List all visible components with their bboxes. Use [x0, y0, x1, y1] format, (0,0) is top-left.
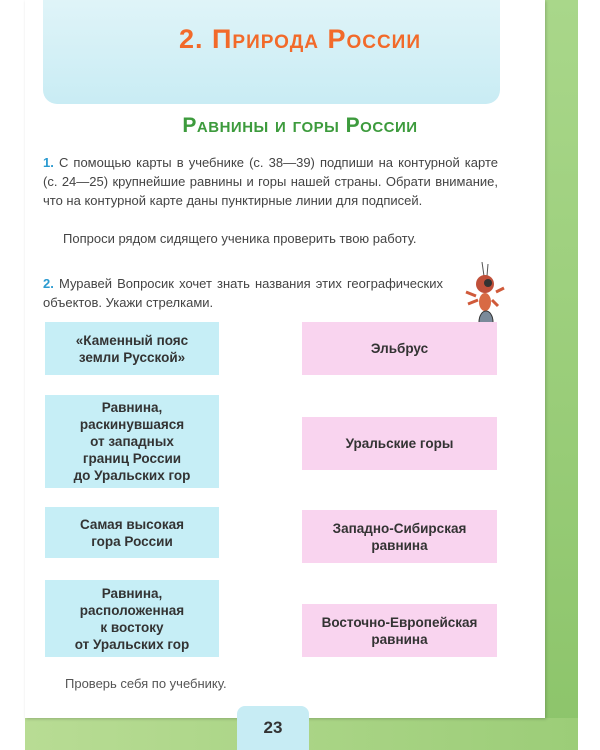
description-box[interactable]: «Каменный пояс земли Русской»: [45, 322, 219, 375]
answer-box[interactable]: Эльбрус: [302, 322, 497, 375]
answer-box[interactable]: Западно-Сибирская равнина: [302, 510, 497, 563]
task-number: 1.: [43, 155, 54, 170]
description-box[interactable]: Равнина, раскинувшаяся от западных границ России до Уральских гор: [45, 395, 219, 488]
task-text: С помощью карты в учебнике (с. 38—39) подпиши на контурной карте (с. 24—25) крупнейшие равнины и горы нашей страны. Обрати внимание, что на контурной карте даны пунктирные линии для подписей.: [43, 155, 498, 208]
self-check-note: Проверь себя по учебнику.: [65, 676, 227, 691]
page-edge-decoration: [545, 0, 578, 750]
task-text: Муравей Вопросик хочет знать названия этих географических объектов. Укажи стрелками.: [43, 276, 443, 310]
chapter-title: 2. Природа России: [178, 24, 421, 54]
answer-box[interactable]: Уральские горы: [302, 417, 497, 470]
answer-box[interactable]: Восточно-Европейская равнина: [302, 604, 497, 657]
page-number: 23: [237, 706, 309, 750]
task-1-note: Попроси рядом сидящего ученика проверить твою работу.: [63, 231, 417, 246]
description-box[interactable]: Равнина, расположенная к востоку от Уральских гор: [45, 580, 219, 657]
section-title: Равнины и горы России: [182, 114, 418, 137]
task-number: 2.: [43, 276, 54, 291]
description-box[interactable]: Самая высокая гора России: [45, 507, 219, 558]
task-2: [43, 274, 443, 312]
task-1: [43, 153, 498, 210]
